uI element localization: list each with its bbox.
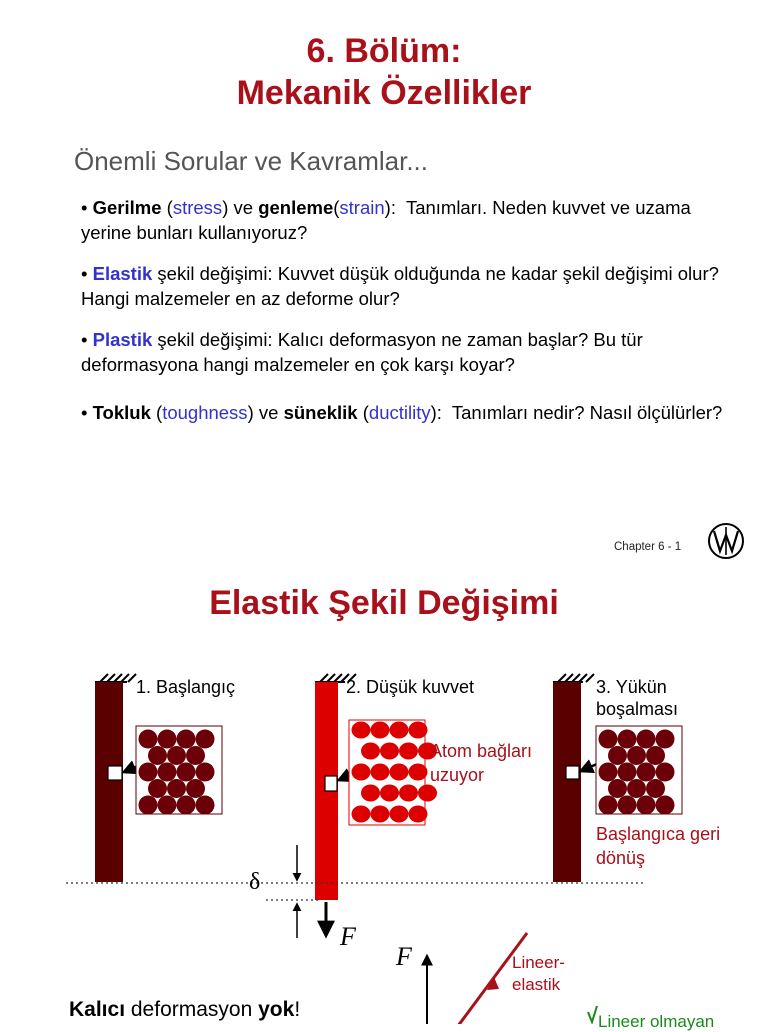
term-plastik: Plastik — [92, 329, 153, 350]
sample-marker-2 — [325, 776, 337, 791]
sample-marker-1 — [108, 766, 122, 780]
atom — [409, 764, 428, 781]
atom — [361, 785, 380, 802]
bullet-dot: • — [81, 329, 88, 350]
bullet-dot: • — [81, 263, 88, 284]
atom — [399, 785, 418, 802]
delta-symbol: δ — [249, 869, 261, 895]
linear-label-line2: elastik — [512, 975, 561, 994]
term-genleme: genleme — [258, 197, 334, 218]
atom — [399, 743, 418, 760]
bullet-text: Tanımları. Neden kuvvet ve uzama yerine bunları kullanıyoruz? — [81, 197, 691, 243]
bullet-text: Tanımları nedir? Nasıl ölçülürler? — [451, 402, 723, 423]
paren-open: ( — [156, 402, 163, 423]
term-elastik: Elastik — [92, 263, 153, 284]
chapter-footer: Chapter 6 - 1 — [614, 541, 682, 553]
atom — [177, 796, 196, 815]
term-gerilme: Gerilme — [92, 197, 162, 218]
atom — [167, 746, 186, 765]
paren-close-colon: ): — [384, 197, 396, 218]
atom — [656, 796, 675, 815]
no-permanent-deformation — [69, 998, 300, 1022]
term-suneklik: süneklik — [283, 402, 358, 423]
linear-elastic-label — [512, 952, 565, 996]
atom — [390, 806, 409, 823]
atom — [177, 763, 196, 782]
return-note-line1: Başlangıca geri — [596, 824, 721, 844]
bottom-text: deformasyon — [130, 998, 253, 1021]
atom — [646, 779, 665, 798]
conj-ve: ve — [233, 197, 254, 218]
linear-label-line1: Lineer- — [512, 953, 565, 972]
atom — [599, 763, 618, 782]
atom — [627, 746, 646, 765]
wall-hatch-1 — [95, 674, 136, 682]
atom — [656, 763, 675, 782]
atom — [361, 743, 380, 760]
atom — [618, 763, 637, 782]
atom — [352, 764, 371, 781]
atom — [352, 722, 371, 739]
atom — [418, 785, 437, 802]
slide2-title: Elastik Şekil Değişimi — [209, 584, 559, 622]
term-stress: stress — [172, 197, 223, 218]
atom — [196, 796, 215, 815]
bar-unloaded — [553, 682, 581, 882]
term-strain: strain — [339, 197, 385, 218]
atom — [148, 779, 167, 798]
paren-close-colon: ): — [430, 402, 442, 423]
bullet-text: şekil değişimi: Kuvvet düşük olduğunda ne kadar şekil değişimi olur? Hangi malzemeler en az deforme olur? — [81, 263, 719, 309]
bottom-end: ! — [294, 998, 301, 1021]
atom — [380, 785, 399, 802]
wall-hatch-3 — [553, 674, 594, 682]
atom — [637, 763, 656, 782]
atom — [158, 730, 177, 749]
bullet-dot: • — [81, 197, 88, 218]
atom — [608, 779, 627, 798]
paren-open: ( — [333, 197, 340, 218]
bottom-bold2: yok — [258, 998, 295, 1021]
atom — [599, 796, 618, 815]
atom — [196, 730, 215, 749]
atom — [637, 730, 656, 749]
atom — [627, 779, 646, 798]
atom — [409, 722, 428, 739]
atom — [608, 746, 627, 765]
atom — [380, 743, 399, 760]
bullet-text: şekil değişimi: Kalıcı deformasyon ne zaman başlar? Bu tür deformasyona hangi malzemeler en çok karşı koyar? — [81, 329, 643, 375]
atom — [148, 746, 167, 765]
atom — [371, 722, 390, 739]
atom — [371, 764, 390, 781]
atom — [139, 730, 158, 749]
stage-unload-line2: boşalması — [596, 699, 679, 719]
slide1-title-line2: Mekanik Özellikler — [236, 74, 532, 112]
atom — [599, 730, 618, 749]
bottom-bold1: Kalıcı — [69, 998, 126, 1021]
sample-marker-3 — [566, 766, 579, 779]
paren-close: ) — [247, 402, 254, 423]
atom — [139, 796, 158, 815]
atom — [186, 746, 205, 765]
slide1-subtitle: Önemli Sorular ve Kavramlar... — [74, 146, 429, 176]
atom — [158, 796, 177, 815]
atom — [390, 722, 409, 739]
conj-ve: ve — [258, 402, 279, 423]
atom — [656, 730, 675, 749]
atom-note-line1: Atom bağları — [430, 741, 533, 761]
atom — [637, 796, 656, 815]
atom — [409, 806, 428, 823]
return-note-line2: dönüş — [596, 848, 646, 868]
atom — [196, 763, 215, 782]
term-tokluk: Tokluk — [92, 402, 151, 423]
atom — [177, 730, 196, 749]
stage-initial-label: 1. Başlangıç — [136, 677, 236, 697]
stage-unload-line1: 3. Yükün — [596, 677, 667, 697]
atom — [158, 763, 177, 782]
nonlinear-label: Lineer olmayan — [598, 1012, 715, 1031]
atom-note-line2: uzuyor — [430, 765, 485, 785]
bullet-dot: • — [81, 402, 88, 423]
atom — [618, 730, 637, 749]
bar-initial — [95, 682, 123, 882]
atom — [390, 764, 409, 781]
stage-unload-label — [596, 676, 678, 720]
atom-bonds-note — [430, 739, 532, 787]
term-ductility: ductility — [368, 402, 431, 423]
nonlinear-tick — [588, 1006, 597, 1022]
atom — [139, 763, 158, 782]
slide1-title-line1: 6. Bölüm: — [306, 32, 462, 70]
graph-force-label: F — [396, 942, 412, 971]
atom — [167, 779, 186, 798]
paren-open: ( — [166, 197, 173, 218]
atom — [618, 796, 637, 815]
paren-open: ( — [362, 402, 369, 423]
atom — [186, 779, 205, 798]
atom — [371, 806, 390, 823]
atom — [352, 806, 371, 823]
atom — [646, 746, 665, 765]
return-note — [596, 822, 720, 870]
paren-close: ) — [222, 197, 229, 218]
stage-low-force-label: 2. Düşük kuvvet — [346, 677, 475, 697]
term-toughness: toughness — [162, 402, 248, 423]
force-symbol: F — [340, 922, 356, 951]
